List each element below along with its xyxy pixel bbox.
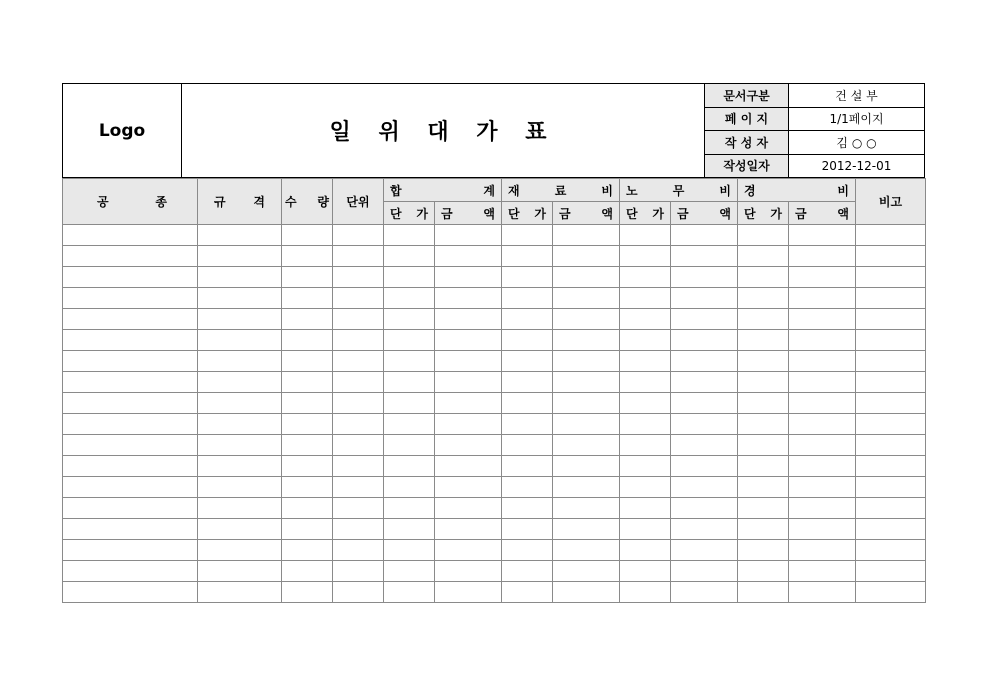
table-row [63, 477, 926, 498]
table-cell[interactable] [435, 456, 502, 477]
table-cell[interactable] [738, 414, 789, 435]
table-cell[interactable] [671, 456, 738, 477]
table-cell[interactable] [282, 225, 333, 246]
table-cell[interactable] [789, 414, 856, 435]
table-cell[interactable] [333, 288, 384, 309]
meta-value: 1/1페이지 [829, 112, 884, 127]
table-cell[interactable] [333, 561, 384, 582]
table-cell[interactable] [435, 498, 502, 519]
table-cell[interactable] [553, 309, 620, 330]
table-cell[interactable] [384, 456, 435, 477]
table-cell[interactable] [384, 582, 435, 603]
table-cell[interactable] [333, 225, 384, 246]
table-cell[interactable] [282, 372, 333, 393]
table-cell[interactable] [738, 351, 789, 372]
table-cell[interactable] [620, 330, 671, 351]
table-cell[interactable] [553, 288, 620, 309]
table-cell[interactable] [435, 309, 502, 330]
table-cell[interactable] [63, 540, 198, 561]
table-cell[interactable] [738, 225, 789, 246]
col-header-spec: 규 격 [198, 179, 282, 225]
table-cell[interactable] [282, 288, 333, 309]
table-row [63, 372, 926, 393]
table-cell[interactable] [671, 414, 738, 435]
table-cell[interactable] [435, 561, 502, 582]
table-cell[interactable] [856, 435, 926, 456]
table-cell[interactable] [620, 225, 671, 246]
table-cell[interactable] [384, 393, 435, 414]
table-cell[interactable] [620, 267, 671, 288]
table-cell[interactable] [789, 561, 856, 582]
page-title: 일 위 대 가 표 [329, 120, 557, 145]
table-cell[interactable] [856, 477, 926, 498]
logo: Logo [63, 84, 182, 177]
table-cell[interactable] [856, 330, 926, 351]
table-row [63, 393, 926, 414]
meta-row-page [705, 108, 924, 132]
table-cell[interactable] [671, 225, 738, 246]
table-cell[interactable] [282, 246, 333, 267]
table-row [63, 456, 926, 477]
table-cell[interactable] [282, 414, 333, 435]
table-cell[interactable] [856, 372, 926, 393]
table-cell[interactable] [384, 267, 435, 288]
table-cell[interactable] [738, 477, 789, 498]
table-row [63, 330, 926, 351]
table-cell[interactable] [671, 498, 738, 519]
meta-table [704, 84, 924, 177]
table-cell[interactable] [333, 372, 384, 393]
meta-label: 페 이 지 [705, 108, 789, 131]
table-cell[interactable] [333, 330, 384, 351]
table-cell[interactable] [738, 372, 789, 393]
table-cell[interactable] [502, 561, 553, 582]
table-cell[interactable] [333, 519, 384, 540]
subheader-unit-price: 단 가 [384, 202, 435, 225]
col-header-item: 공 종 [63, 179, 198, 225]
table-cell[interactable] [435, 330, 502, 351]
table-cell[interactable] [435, 519, 502, 540]
table-cell[interactable] [789, 540, 856, 561]
table-cell[interactable] [502, 309, 553, 330]
table-cell[interactable] [671, 351, 738, 372]
table-cell[interactable] [63, 561, 198, 582]
table-cell[interactable] [282, 561, 333, 582]
table-cell[interactable] [738, 435, 789, 456]
table-cell[interactable] [620, 288, 671, 309]
meta-value: 김 ○ ○ [836, 135, 877, 150]
table-cell[interactable] [282, 267, 333, 288]
table-cell[interactable] [671, 309, 738, 330]
table-cell[interactable] [435, 225, 502, 246]
table-cell[interactable] [789, 456, 856, 477]
table-cell[interactable] [502, 540, 553, 561]
table-cell[interactable] [282, 435, 333, 456]
table-cell[interactable] [620, 498, 671, 519]
table-cell[interactable] [789, 498, 856, 519]
table-cell[interactable] [63, 267, 198, 288]
table-cell[interactable] [789, 519, 856, 540]
table-cell[interactable] [282, 330, 333, 351]
table-cell[interactable] [435, 393, 502, 414]
table-cell[interactable] [620, 393, 671, 414]
table-row [63, 519, 926, 540]
table-cell[interactable] [384, 540, 435, 561]
table-cell[interactable] [789, 372, 856, 393]
table-cell[interactable] [671, 540, 738, 561]
table-cell[interactable] [333, 498, 384, 519]
table-cell[interactable] [502, 246, 553, 267]
table-cell[interactable] [553, 330, 620, 351]
table-cell[interactable] [553, 456, 620, 477]
table-cell[interactable] [502, 393, 553, 414]
table-cell[interactable] [502, 498, 553, 519]
table-cell[interactable] [856, 267, 926, 288]
table-row [63, 246, 926, 267]
table-cell[interactable] [553, 435, 620, 456]
table-cell[interactable] [502, 477, 553, 498]
table-cell[interactable] [553, 351, 620, 372]
table-cell[interactable] [198, 456, 282, 477]
table-cell[interactable] [435, 540, 502, 561]
table-cell[interactable] [198, 246, 282, 267]
table-cell[interactable] [198, 477, 282, 498]
table-row [63, 288, 926, 309]
meta-value: 건 설 부 [835, 88, 878, 103]
meta-label: 작성일자 [705, 155, 789, 178]
table-cell[interactable] [789, 351, 856, 372]
table-cell[interactable] [671, 246, 738, 267]
table-cell[interactable] [502, 456, 553, 477]
table-cell[interactable] [620, 246, 671, 267]
table-cell[interactable] [671, 519, 738, 540]
table-cell[interactable] [856, 225, 926, 246]
table-cell[interactable] [282, 351, 333, 372]
table-cell[interactable] [198, 435, 282, 456]
table-cell[interactable] [789, 246, 856, 267]
table-cell[interactable] [198, 561, 282, 582]
table-body [63, 225, 926, 603]
table-cell[interactable] [789, 582, 856, 603]
table-cell[interactable] [553, 393, 620, 414]
table-cell[interactable] [789, 267, 856, 288]
table-cell[interactable] [502, 330, 553, 351]
table-cell[interactable] [856, 498, 926, 519]
table-cell[interactable] [502, 225, 553, 246]
table-cell[interactable] [63, 477, 198, 498]
table-row [63, 582, 926, 603]
table-cell[interactable] [63, 414, 198, 435]
table-cell[interactable] [553, 477, 620, 498]
table-cell[interactable] [671, 582, 738, 603]
table-cell[interactable] [384, 519, 435, 540]
table-cell[interactable] [63, 393, 198, 414]
table-cell[interactable] [282, 498, 333, 519]
table-cell[interactable] [553, 540, 620, 561]
table-cell[interactable] [435, 288, 502, 309]
table-cell[interactable] [198, 225, 282, 246]
table-cell[interactable] [738, 519, 789, 540]
table-cell[interactable] [620, 372, 671, 393]
table-cell[interactable] [856, 582, 926, 603]
table-cell[interactable] [435, 372, 502, 393]
table-cell[interactable] [384, 246, 435, 267]
table-cell[interactable] [502, 351, 553, 372]
table-cell[interactable] [738, 267, 789, 288]
meta-value: 2012-12-01 [821, 158, 892, 173]
table-cell[interactable] [671, 561, 738, 582]
table-cell[interactable] [198, 372, 282, 393]
table-cell[interactable] [63, 456, 198, 477]
table-cell[interactable] [553, 246, 620, 267]
table-cell[interactable] [738, 540, 789, 561]
table-row [63, 435, 926, 456]
subheader-unit-price: 단 가 [502, 202, 553, 225]
meta-label: 작 성 자 [705, 131, 789, 154]
table-cell[interactable] [789, 435, 856, 456]
table-cell[interactable] [333, 246, 384, 267]
table-row [63, 561, 926, 582]
table-cell[interactable] [198, 414, 282, 435]
table-cell[interactable] [789, 309, 856, 330]
table-cell[interactable] [384, 372, 435, 393]
table-cell[interactable] [671, 435, 738, 456]
table-cell[interactable] [384, 288, 435, 309]
table-cell[interactable] [502, 435, 553, 456]
table-cell[interactable] [738, 288, 789, 309]
subheader-amount: 금 액 [671, 202, 738, 225]
table-cell[interactable] [198, 582, 282, 603]
table-cell[interactable] [856, 519, 926, 540]
table-cell[interactable] [63, 330, 198, 351]
table-cell[interactable] [435, 435, 502, 456]
table-cell[interactable] [856, 246, 926, 267]
table-cell[interactable] [282, 477, 333, 498]
table-cell[interactable] [198, 288, 282, 309]
table-cell[interactable] [553, 414, 620, 435]
table-cell[interactable] [333, 414, 384, 435]
table-cell[interactable] [282, 456, 333, 477]
col-header-expense: 경 비 [738, 179, 856, 202]
subheader-amount: 금 액 [789, 202, 856, 225]
col-header-labor: 노 무 비 [620, 179, 738, 202]
table-cell[interactable] [384, 435, 435, 456]
table-cell[interactable] [789, 477, 856, 498]
table-cell[interactable] [63, 225, 198, 246]
table-cell[interactable] [553, 225, 620, 246]
table-cell[interactable] [856, 414, 926, 435]
table-cell[interactable] [671, 393, 738, 414]
table-cell[interactable] [738, 393, 789, 414]
table-row [63, 267, 926, 288]
table-cell[interactable] [620, 519, 671, 540]
table-cell[interactable] [63, 435, 198, 456]
table-cell[interactable] [63, 288, 198, 309]
table-cell[interactable] [63, 351, 198, 372]
table-cell[interactable] [198, 351, 282, 372]
table-cell[interactable] [435, 246, 502, 267]
table-cell[interactable] [198, 393, 282, 414]
cost-table [62, 178, 926, 603]
table-cell[interactable] [553, 582, 620, 603]
table-cell[interactable] [553, 372, 620, 393]
table-cell[interactable] [435, 414, 502, 435]
meta-row-author [705, 131, 924, 155]
table-cell[interactable] [671, 267, 738, 288]
table-cell[interactable] [620, 477, 671, 498]
table-cell[interactable] [738, 456, 789, 477]
table-cell[interactable] [620, 561, 671, 582]
table-cell[interactable] [620, 309, 671, 330]
meta-row-date [705, 155, 924, 178]
col-header-total: 합 계 [384, 179, 502, 202]
table-row [63, 225, 926, 246]
table-cell[interactable] [198, 519, 282, 540]
table-cell[interactable] [384, 330, 435, 351]
table-cell[interactable] [198, 498, 282, 519]
table-cell[interactable] [198, 267, 282, 288]
table-cell[interactable] [333, 393, 384, 414]
table-cell[interactable] [671, 288, 738, 309]
table-cell[interactable] [620, 540, 671, 561]
table-cell[interactable] [671, 330, 738, 351]
table-cell[interactable] [502, 372, 553, 393]
table-cell[interactable] [384, 477, 435, 498]
table-cell[interactable] [63, 519, 198, 540]
table-row [63, 351, 926, 372]
table-cell[interactable] [856, 561, 926, 582]
table-cell[interactable] [384, 225, 435, 246]
table-cell[interactable] [198, 540, 282, 561]
table-cell[interactable] [282, 393, 333, 414]
table-cell[interactable] [435, 582, 502, 603]
table-cell[interactable] [384, 351, 435, 372]
table-cell[interactable] [63, 498, 198, 519]
meta-row-doc-type [705, 84, 924, 108]
col-header-qty: 수 량 [282, 179, 333, 225]
table-cell[interactable] [63, 372, 198, 393]
table-cell[interactable] [502, 414, 553, 435]
table-cell[interactable] [620, 414, 671, 435]
table-cell[interactable] [738, 561, 789, 582]
table-cell[interactable] [620, 456, 671, 477]
table-cell[interactable] [856, 393, 926, 414]
table-cell[interactable] [502, 519, 553, 540]
table-cell[interactable] [333, 309, 384, 330]
table-cell[interactable] [333, 582, 384, 603]
table-cell[interactable] [553, 267, 620, 288]
table-cell[interactable] [789, 225, 856, 246]
table-cell[interactable] [282, 582, 333, 603]
table-row [63, 309, 926, 330]
subheader-amount: 금 액 [435, 202, 502, 225]
estimate-document [62, 83, 925, 603]
table-cell[interactable] [738, 498, 789, 519]
table-cell[interactable] [63, 246, 198, 267]
table-cell[interactable] [502, 267, 553, 288]
table-cell[interactable] [620, 435, 671, 456]
subheader-unit-price: 단 가 [738, 202, 789, 225]
table-cell[interactable] [738, 246, 789, 267]
table-cell[interactable] [333, 477, 384, 498]
table-cell[interactable] [502, 582, 553, 603]
table-cell[interactable] [856, 456, 926, 477]
subheader-unit-price: 단 가 [620, 202, 671, 225]
col-header-remark: 비고 [856, 179, 926, 225]
table-cell[interactable] [789, 330, 856, 351]
table-cell[interactable] [384, 309, 435, 330]
col-header-unit: 단위 [333, 179, 384, 225]
table-cell[interactable] [63, 582, 198, 603]
subheader-amount: 금 액 [553, 202, 620, 225]
table-row [63, 540, 926, 561]
table-cell[interactable] [384, 414, 435, 435]
table-cell[interactable] [553, 519, 620, 540]
table-cell[interactable] [333, 351, 384, 372]
table-cell[interactable] [198, 330, 282, 351]
table-cell[interactable] [553, 561, 620, 582]
col-header-material: 재 료 비 [502, 179, 620, 202]
table-cell[interactable] [738, 330, 789, 351]
meta-label: 문서구분 [705, 84, 789, 107]
table-cell[interactable] [333, 456, 384, 477]
table-cell[interactable] [671, 477, 738, 498]
table-cell[interactable] [63, 309, 198, 330]
table-cell[interactable] [856, 309, 926, 330]
table-cell[interactable] [333, 267, 384, 288]
table-row [63, 498, 926, 519]
document-header [62, 83, 925, 178]
table-cell[interactable] [435, 351, 502, 372]
table-cell[interactable] [789, 393, 856, 414]
table-cell[interactable] [282, 519, 333, 540]
table-cell[interactable] [856, 288, 926, 309]
table-cell[interactable] [198, 309, 282, 330]
table-cell[interactable] [435, 267, 502, 288]
table-row [63, 414, 926, 435]
table-cell[interactable] [553, 498, 620, 519]
table-cell[interactable] [282, 540, 333, 561]
table-cell[interactable] [738, 582, 789, 603]
table-cell[interactable] [789, 288, 856, 309]
table-cell[interactable] [502, 288, 553, 309]
table-cell[interactable] [856, 351, 926, 372]
table-cell[interactable] [435, 477, 502, 498]
table-cell[interactable] [620, 351, 671, 372]
table-cell[interactable] [282, 309, 333, 330]
table-cell[interactable] [856, 540, 926, 561]
table-cell[interactable] [620, 582, 671, 603]
table-cell[interactable] [384, 561, 435, 582]
table-cell[interactable] [333, 435, 384, 456]
table-cell[interactable] [384, 498, 435, 519]
table-cell[interactable] [333, 540, 384, 561]
table-cell[interactable] [671, 372, 738, 393]
table-cell[interactable] [738, 309, 789, 330]
